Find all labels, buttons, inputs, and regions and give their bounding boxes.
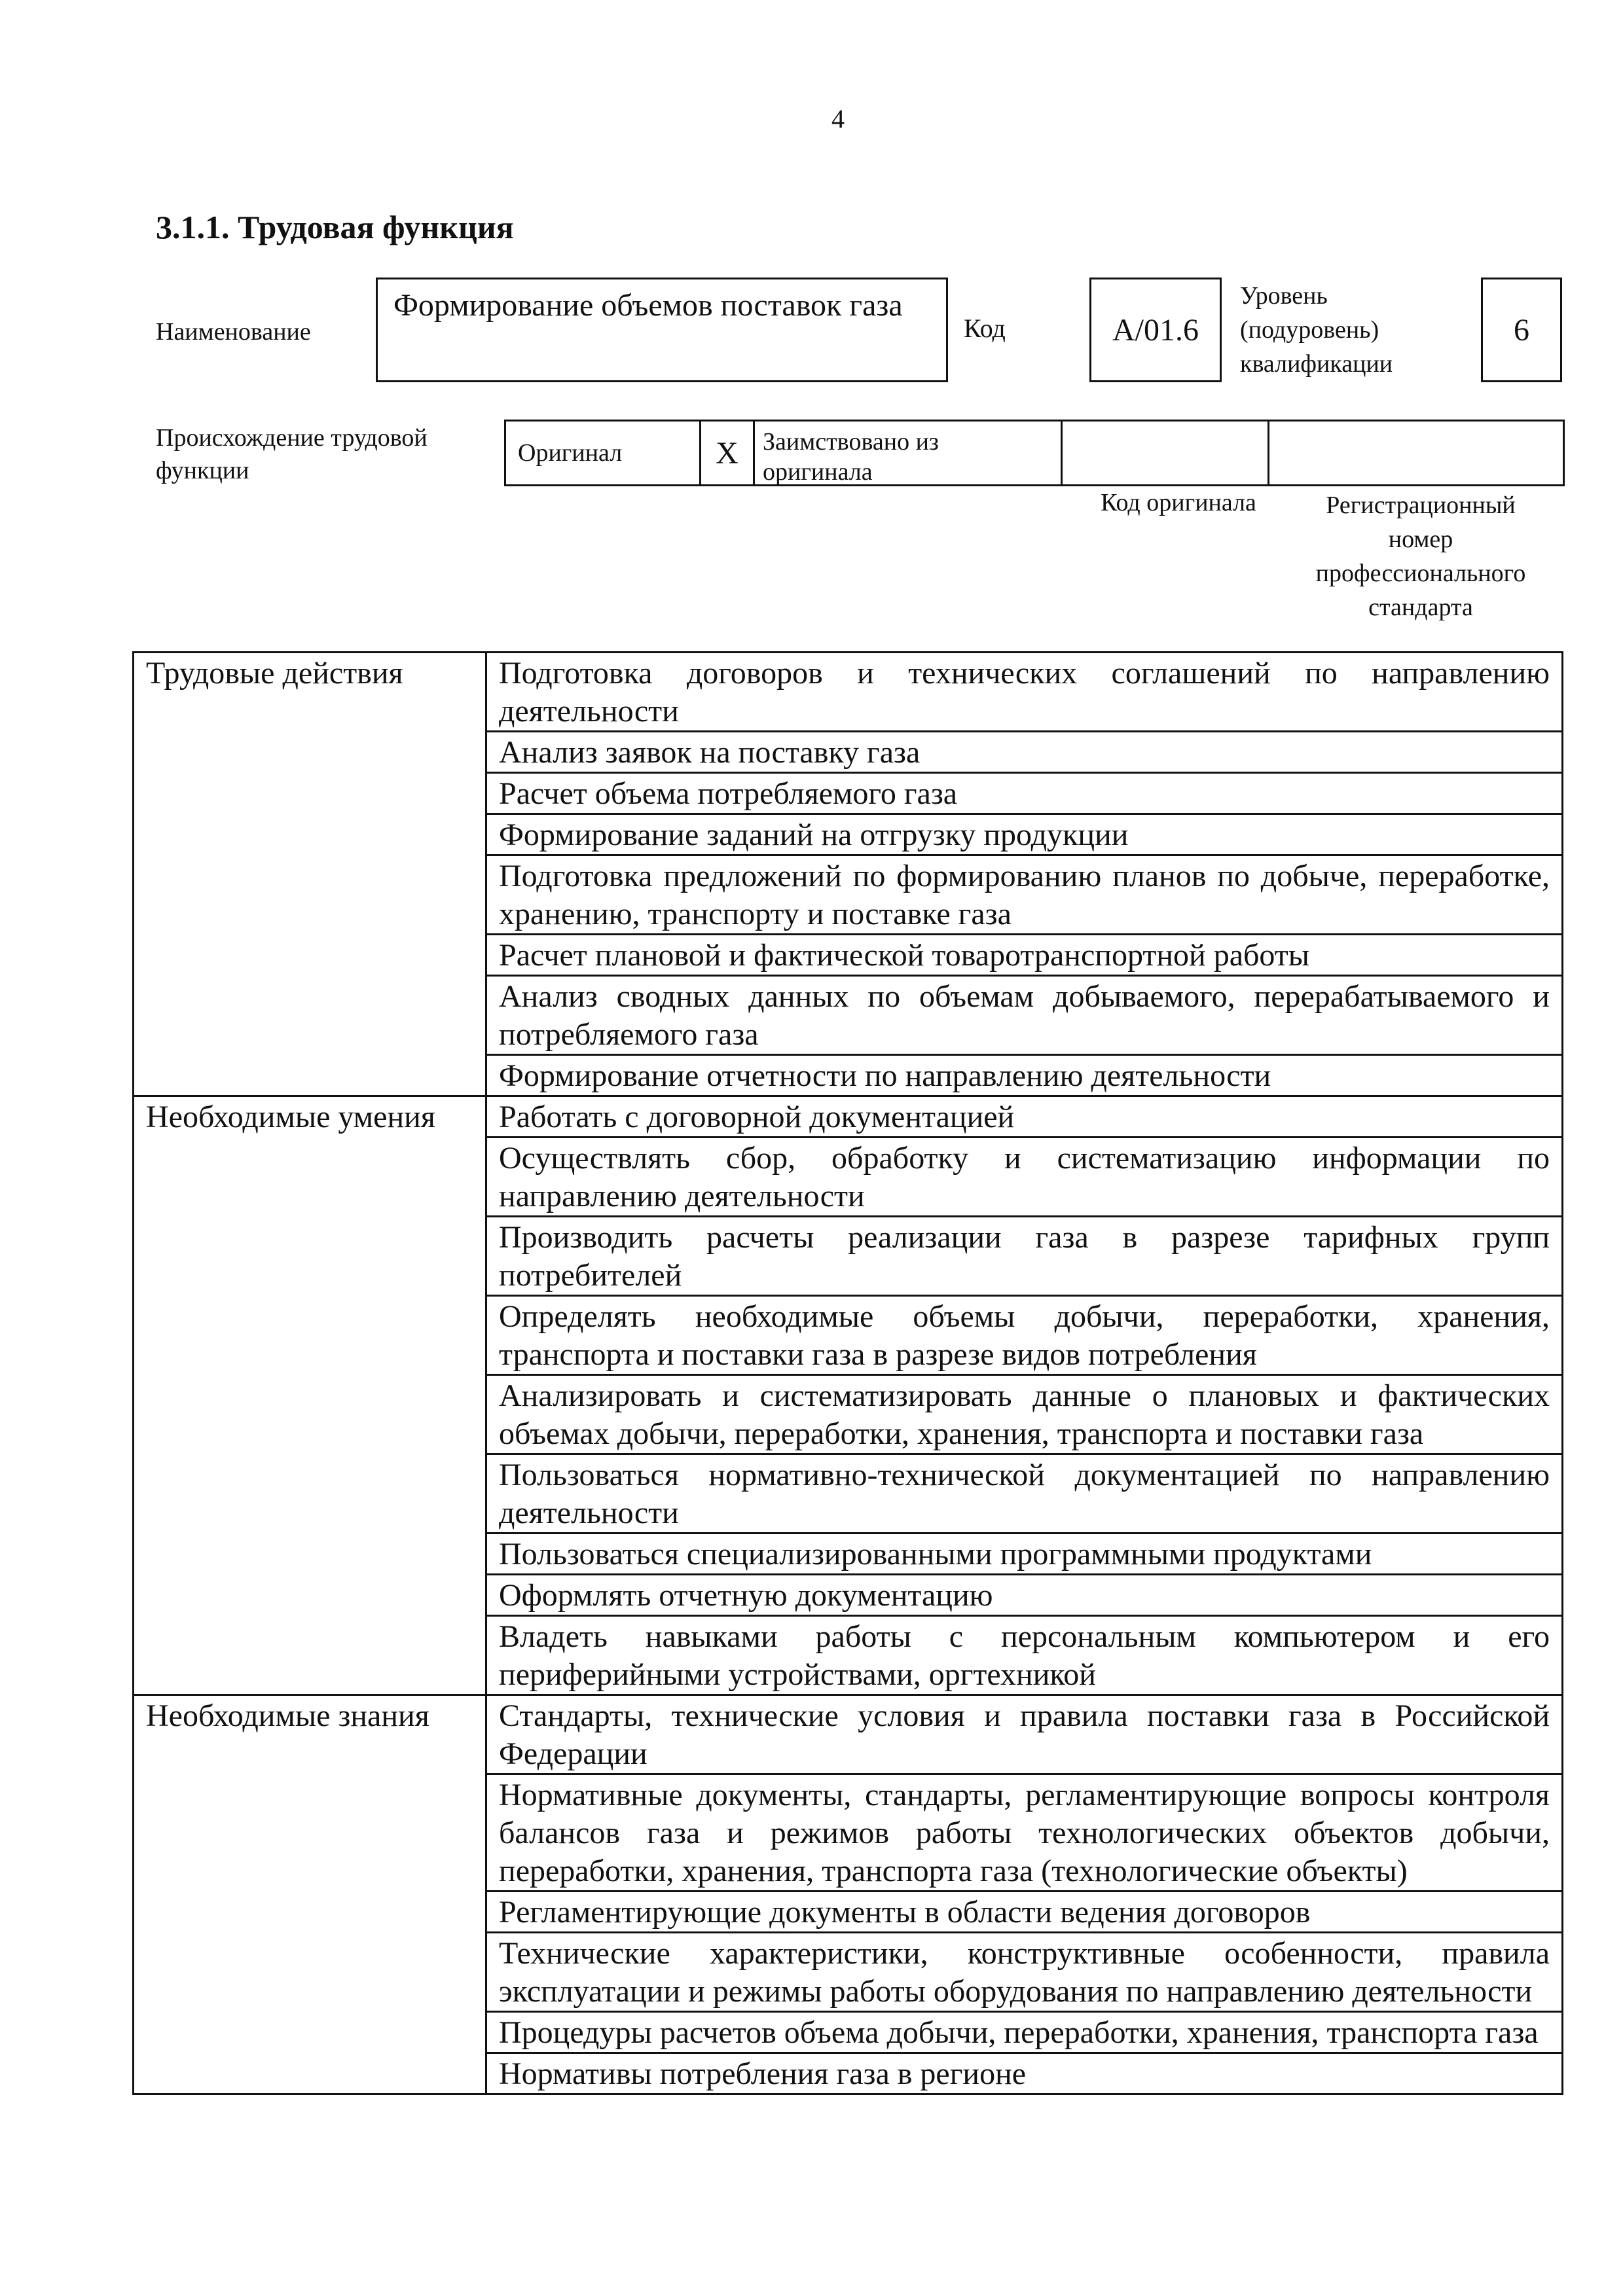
name-label: Наименование: [156, 318, 311, 346]
page-number: 4: [831, 104, 845, 134]
item-cell: Пользоваться специализированными программными продуктами: [486, 1534, 1563, 1575]
item-cell: Стандарты, технические условия и правила поставки газа в Российской Федерации: [486, 1695, 1563, 1774]
regnum-caption-line: Регистрационный: [1326, 492, 1516, 519]
item-cell: Расчет объема потребляемого газа: [486, 773, 1563, 814]
labor-function-table-body: [134, 653, 1563, 2094]
item-cell: Формирование отчетности по направлению деятельности: [486, 1055, 1563, 1096]
category-cell: Трудовые действия: [134, 653, 486, 1096]
item-cell: Оформлять отчетную документацию: [486, 1575, 1563, 1616]
level-label-line: квалификации: [1240, 350, 1393, 378]
item-cell: Осуществлять сбор, обработку и систематизацию информации по направлению деятельности: [486, 1138, 1563, 1217]
original-code-caption: Код оригинала: [1101, 489, 1256, 516]
qualification-level-box: 6: [1481, 278, 1562, 382]
borrowed-line: оригинала: [763, 458, 873, 486]
item-cell: Нормативные документы, стандарты, регламентирующие вопросы контроля балансов газа и режимов работы технологических объектов добычи, переработки, хранения, транспорта газа (технологические объекты): [486, 1774, 1563, 1892]
origin-label-line: функции: [156, 457, 249, 484]
regnum-caption-line: стандарта: [1368, 594, 1473, 621]
original-mark-cell: X: [701, 422, 755, 484]
item-cell: Технические характеристики, конструктивные особенности, правила эксплуатации и режимы работы оборудования по направлению деятельности: [486, 1933, 1563, 2012]
item-cell: Пользоваться нормативно-технической документацией по направлению деятельности: [486, 1454, 1563, 1534]
labor-function-table: [132, 651, 1563, 2095]
origin-label: [156, 422, 428, 487]
category-cell: Необходимые умения: [134, 1096, 486, 1695]
item-cell: Процедуры расчетов объема добычи, переработки, хранения, транспорта газа: [486, 2012, 1563, 2053]
regnum-caption-line: профессионального: [1315, 560, 1526, 587]
item-cell: Анализ сводных данных по объемам добываемого, перерабатываемого и потребляемого газа: [486, 976, 1563, 1055]
level-label-line: Уровень: [1240, 282, 1328, 310]
code-label: Код: [964, 314, 1006, 343]
function-name-box: Формирование объемов поставок газа: [376, 278, 948, 382]
item-cell: Владеть навыками работы с персональным компьютером и его периферийными устройствами, оргтехникой: [486, 1616, 1563, 1695]
level-label-line: (подуровень): [1240, 316, 1379, 344]
category-cell: Необходимые знания: [134, 1695, 486, 2094]
original-code-cell: [1063, 422, 1269, 484]
borrowed-line: Заимствовано из: [763, 428, 939, 456]
regnum-caption-line: номер: [1388, 526, 1453, 553]
qualification-level-label: [1240, 279, 1393, 381]
item-cell: Нормативы потребления газа в регионе: [486, 2053, 1563, 2094]
table-row: [134, 1695, 1563, 1774]
item-cell: Формирование заданий на отгрузку продукции: [486, 814, 1563, 855]
section-title: 3.1.1. Трудовая функция: [156, 209, 514, 245]
item-cell: Анализировать и систематизировать данные о плановых и фактических объемах добычи, переработки, хранения, транспорта и поставки газа: [486, 1375, 1563, 1454]
registration-number-cell: [1269, 422, 1563, 484]
table-row: [134, 1096, 1563, 1138]
item-cell: Подготовка договоров и технических соглашений по направлению деятельности: [486, 653, 1563, 732]
code-value-box: A/01.6: [1089, 278, 1222, 382]
item-cell: Производить расчеты реализации газа в разрезе тарифных групп потребителей: [486, 1217, 1563, 1296]
item-cell: Расчет плановой и фактической товаротранспортной работы: [486, 935, 1563, 976]
original-cell: Оригинал: [506, 422, 701, 484]
item-cell: Работать с договорной документацией: [486, 1096, 1563, 1138]
borrowed-cell: [755, 422, 1063, 484]
origin-row: [504, 420, 1565, 486]
origin-label-line: Происхождение трудовой: [156, 424, 428, 452]
table-row: [134, 653, 1563, 732]
item-cell: Регламентирующие документы в области ведения договоров: [486, 1892, 1563, 1933]
item-cell: Подготовка предложений по формированию планов по добыче, переработке, хранению, транспорту и поставке газа: [486, 855, 1563, 935]
registration-number-caption: [1277, 488, 1565, 624]
item-cell: Анализ заявок на поставку газа: [486, 732, 1563, 773]
item-cell: Определять необходимые объемы добычи, переработки, хранения, транспорта и поставки газа в разрезе видов потребления: [486, 1296, 1563, 1375]
